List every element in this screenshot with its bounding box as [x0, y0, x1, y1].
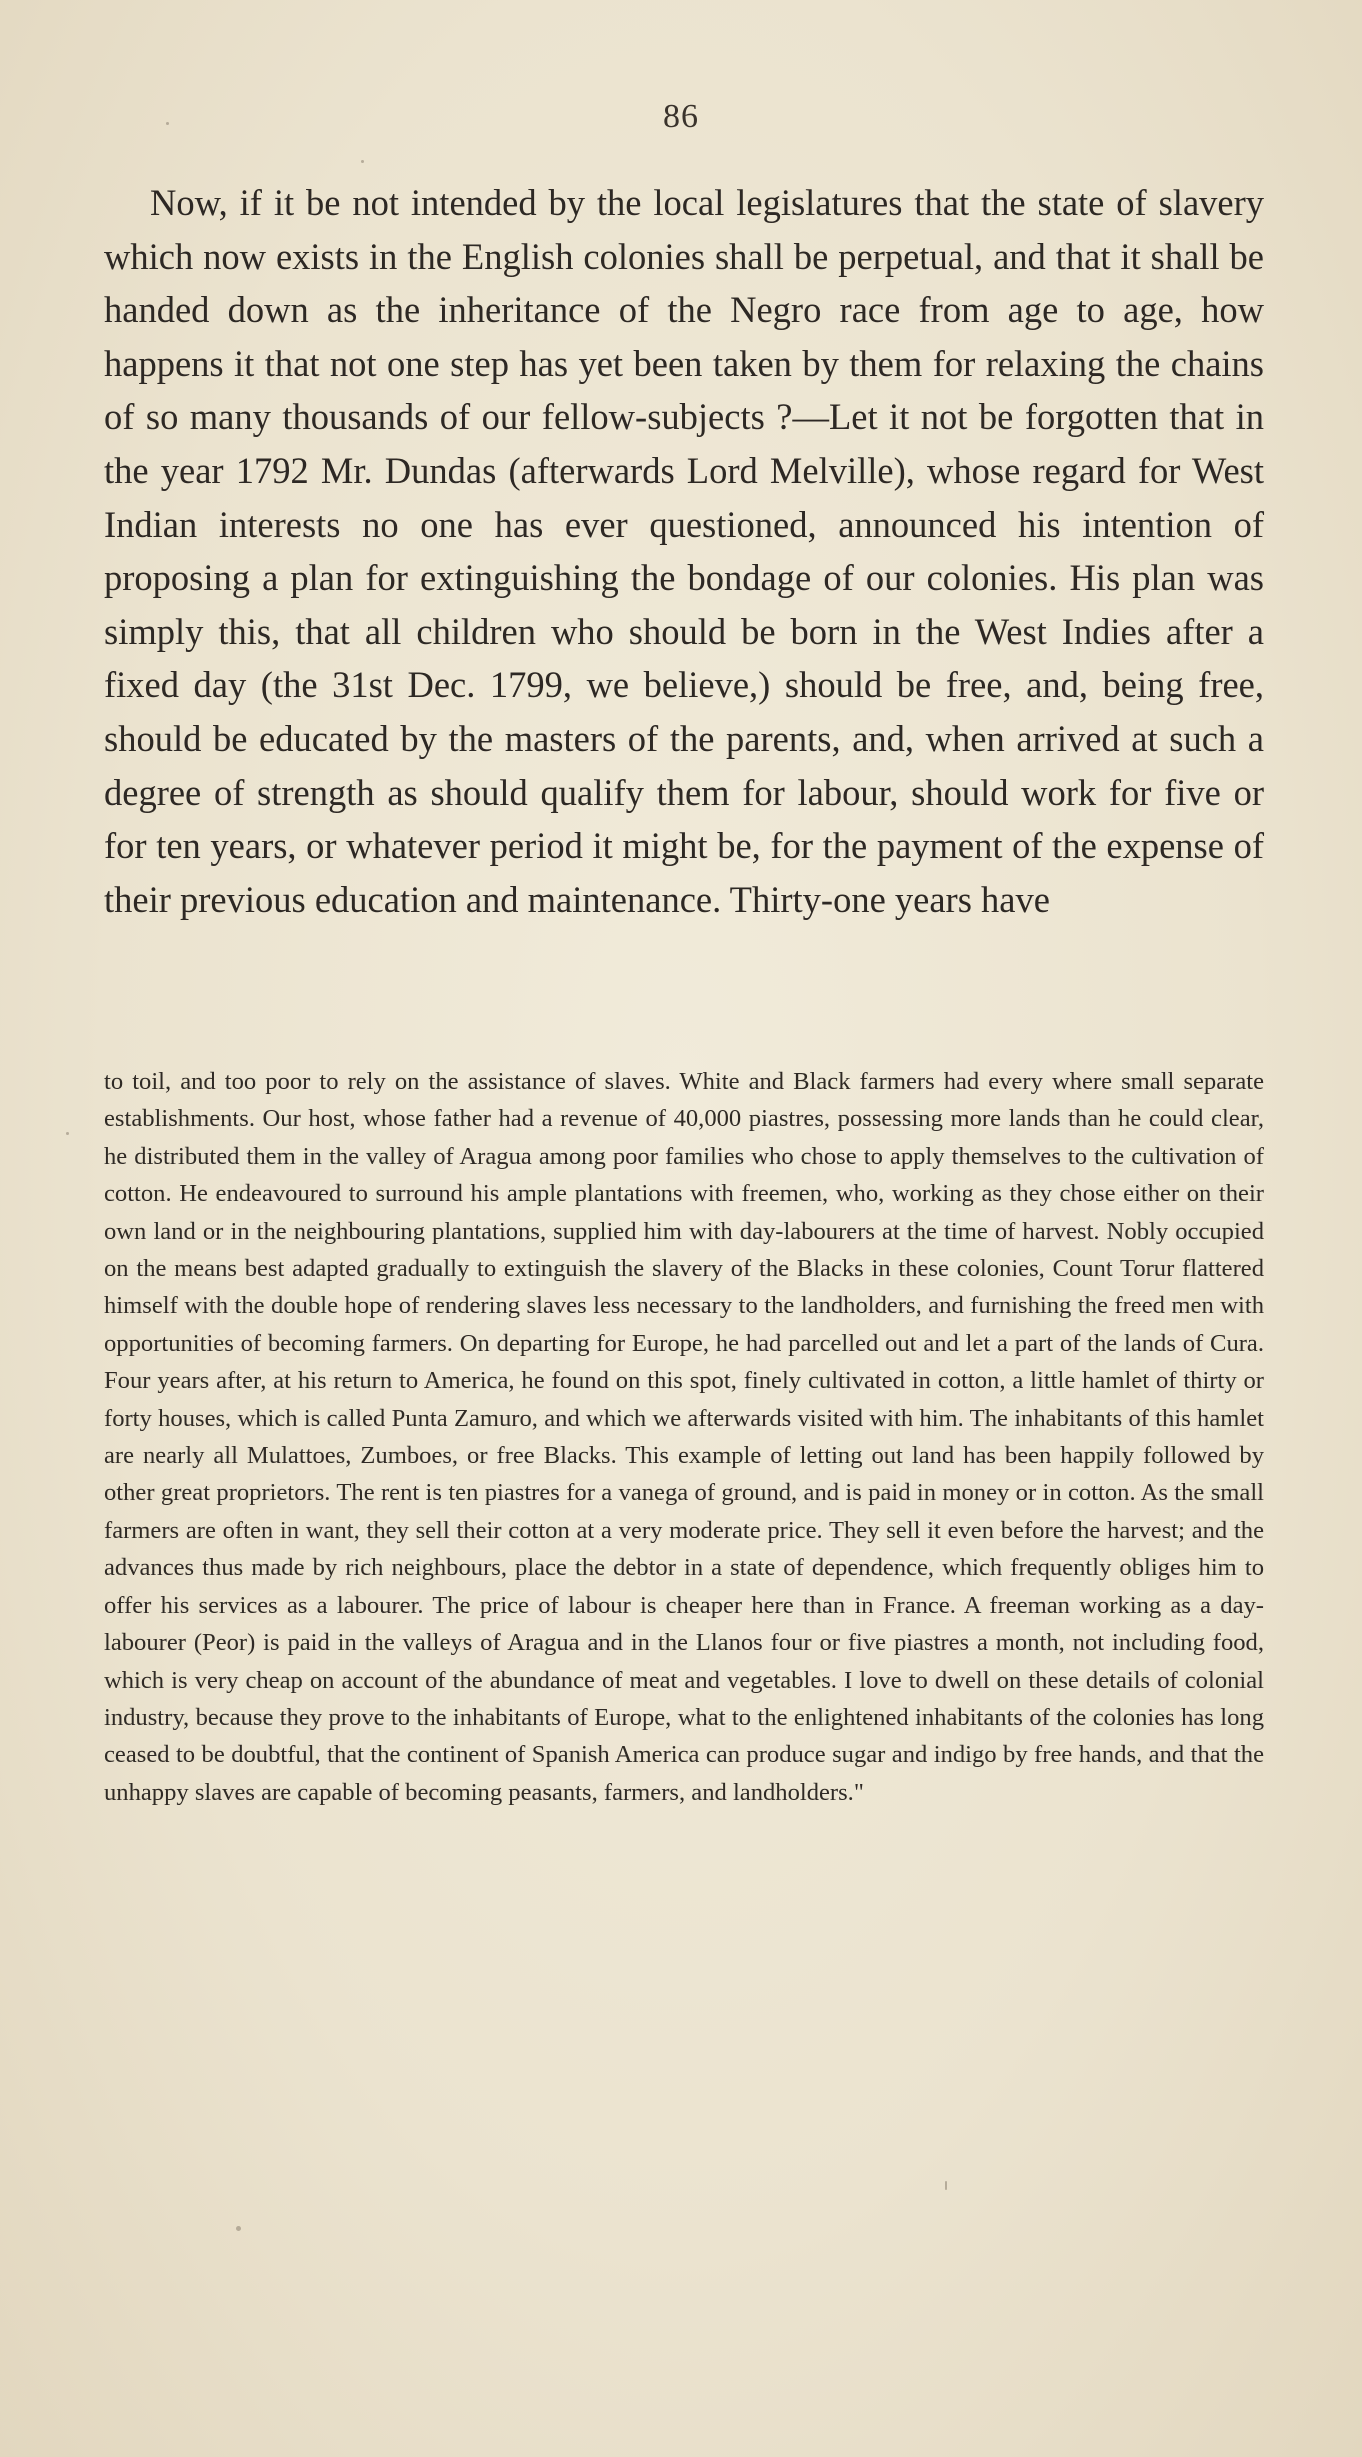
paper-speck	[66, 1132, 69, 1135]
footnote-paragraph: to toil, and too poor to rely on the assistance of slaves. White and Black farmers had every where small separate establishments. Our host, whose father had a revenue of 40,000 piastres, possessing more lands than he could clear, he distributed them in the valley of Aragua among poor families who chose to apply themselves to the cultivation of cotton. He endeavoured to surround his ample plantations with freemen, who, working as they chose either on their own land or in the neighbouring plantations, supplied him with day-labourers at the time of harvest. Nobly occupied on the means best adapted gradually to extinguish the slavery of the Blacks in these colonies, Count Torur flattered himself with the double hope of rendering slaves less necessary to the landholders, and furnishing the freed men with opportunities of becoming farmers. On departing for Europe, he had parcelled out and let a part of the lands of Cura. Four years after, at his return to America, he found on this spot, finely cultivated in cotton, a little hamlet of thirty or forty houses, which is called Punta Zamuro, and which we afterwards visited with him. The inhabitants of this hamlet are nearly all Mulattoes, Zumboes, or free Blacks. This example of letting out land has been happily followed by other great proprietors. The rent is ten piastres for a vanega of ground, and is paid in money or in cotton. As the small farmers are often in want, they sell their cotton at a very moderate price. They sell it even before the harvest; and the advances thus made by rich neighbours, place the debtor in a state of dependence, which frequently obliges him to offer his services as a labourer. The price of labour is cheaper here than in France. A freeman working as a day-labourer (Peor) is paid in the valleys of Aragua and in the Llanos four or five piastres a month, not including food, which is very cheap on account of the abundance of meat and vegetables. I love to dwell on these details of colonial industry, because they prove to the inhabitants of Europe, what to the enlightened inhabitants of the colonies has long ceased to be doubtful, that the continent of Spanish America can produce sugar and indigo by free hands, and that the unhappy slaves are capable of becoming peasants, farmers, and landholders."	[104, 1068, 1264, 1806]
paper-speck	[945, 2181, 947, 2190]
paper-speck	[236, 2226, 241, 2231]
paper-speck	[166, 122, 169, 125]
page-number: 86	[663, 98, 699, 135]
paper-speck	[361, 160, 364, 163]
main-body-paragraph: Now, if it be not intended by the local legislatures that the state of slavery which now exists in the English colonies shall be perpetual, and that it shall be handed down as the inheritance of the Negro race from age to age, how happens it that not one step has yet been taken by them for relaxing the chains of so many thousands of our fellow-subjects ?—Let it not be forgotten that in the year 1792 Mr. Dundas (afterwards Lord Melville), whose regard for West Indian interests no one has ever questioned, announced his intention of proposing a plan for extinguishing the bondage of our colonies. His plan was simply this, that all children who should be born in the West Indies after a fixed day (the 31st Dec. 1799, we believe,) should be free, and, being free, should be educated by the masters of the parents, and, when arrived at such a degree of strength as should qualify them for labour, should work for five or for ten years, or whatever period it might be, for the payment of the expense of their previous education and maintenance. Thirty-one years have	[104, 182, 1264, 920]
